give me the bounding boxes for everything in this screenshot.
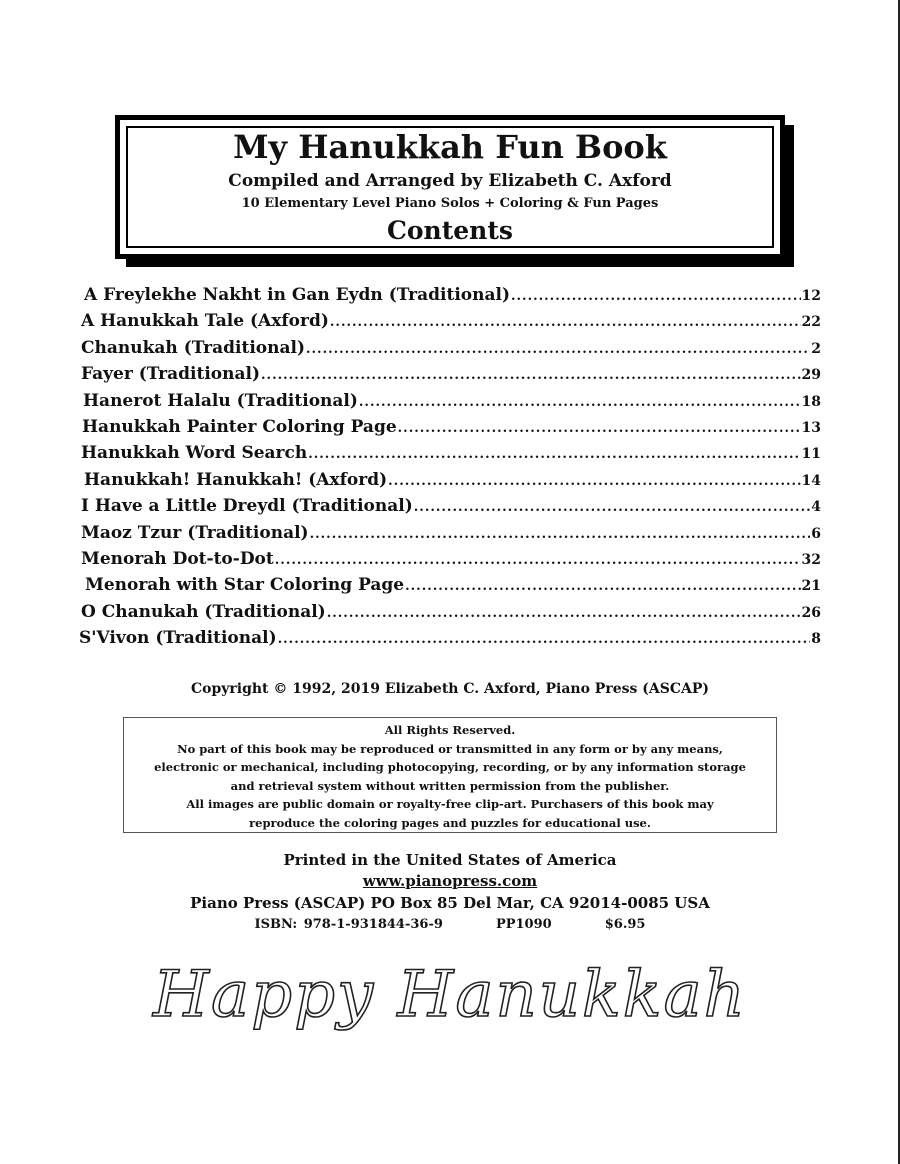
- toc-entry-title: Maoz Tzur (Traditional): [81, 523, 309, 543]
- toc-entry-page: 18: [801, 394, 821, 410]
- toc-entry-title: Menorah Dot-to-Dot: [81, 549, 274, 569]
- toc-entry-title: Fayer (Traditional): [81, 364, 261, 384]
- rights-line: and retrieval system without written permission from the publisher.: [230, 778, 670, 793]
- toc-dot-leader: [306, 342, 810, 357]
- toc-entry: [81, 443, 821, 467]
- toc-entry-title: Hanerot Halalu (Traditional): [83, 391, 358, 411]
- rights-line: All images are public domain or royalty-free clip-art. Purchasers of this book may: [186, 797, 714, 811]
- toc-entry-page: 22: [801, 314, 821, 330]
- toc-entry-page: 11: [801, 446, 821, 462]
- toc-entry: [81, 496, 821, 520]
- toc-entry: [81, 602, 821, 626]
- toc-entry: [81, 523, 821, 547]
- compiler-credit: Compiled and Arranged by Elizabeth C. Axford: [228, 171, 672, 191]
- toc-dot-leader: [398, 421, 801, 436]
- toc-entry-page: 29: [801, 367, 821, 383]
- rights-line: electronic or mechanical, including photocopying, recording, or by any information storage: [154, 760, 746, 774]
- toc-entry-title: I Have a Little Dreydl (Traditional): [81, 496, 413, 516]
- toc-entry: [84, 470, 821, 494]
- toc-entry: [82, 417, 821, 441]
- toc-dot-leader: [275, 553, 801, 568]
- toc-entry-page: 8: [811, 631, 821, 647]
- printed-in-line: Printed in the United States of America: [283, 851, 617, 869]
- toc-entry-title: Menorah with Star Coloring Page: [85, 575, 405, 595]
- toc-entry-title: A Freylekhe Nakht in Gan Eydn (Traditional): [84, 285, 510, 305]
- toc-entry: [83, 391, 821, 415]
- toc-entry: [81, 338, 821, 362]
- toc-entry-title: S'Vivon (Traditional): [79, 628, 277, 648]
- toc-entry-title: Hanukkah Painter Coloring Page: [82, 417, 397, 437]
- rights-line: reproduce the coloring pages and puzzles for educational use.: [249, 815, 651, 830]
- toc-dot-leader: [359, 395, 801, 410]
- toc-entry-title: Hanukkah Word Search: [81, 443, 308, 463]
- book-subtitle: 10 Elementary Level Piano Solos + Coloring & Fun Pages: [241, 196, 659, 211]
- toc-entry: [81, 311, 821, 335]
- rights-line: All Rights Reserved.: [384, 723, 516, 737]
- toc-dot-leader: [261, 368, 800, 383]
- toc-entry-page: 4: [811, 499, 821, 515]
- toc-entry-page: 32: [801, 552, 821, 568]
- toc-entry-page: 14: [801, 473, 821, 489]
- toc-entry-title: A Hanukkah Tale (Axford): [81, 311, 329, 331]
- toc-entry-page: 26: [801, 605, 821, 621]
- publisher-url-link[interactable]: www.pianopress.com: [362, 872, 538, 890]
- toc-entry: [85, 575, 821, 599]
- rights-notice-box: [123, 717, 777, 833]
- toc-dot-leader: [278, 632, 811, 647]
- toc-dot-leader: [330, 315, 801, 330]
- isbn: ISBN: 978-1-931844-36-9: [254, 917, 443, 932]
- price: $6.95: [604, 917, 646, 932]
- toc-entry-page: 13: [801, 420, 821, 436]
- toc-entry-title: Chanukah (Traditional): [81, 338, 305, 358]
- toc-entry: [81, 549, 821, 573]
- toc-entry-title: O Chanukah (Traditional): [81, 602, 326, 622]
- toc-dot-leader: [327, 606, 801, 621]
- toc-entry-title: Hanukkah! Hanukkah! (Axford): [84, 470, 388, 490]
- toc-dot-leader: [388, 474, 800, 489]
- copyright-line: Copyright © 1992, 2019 Elizabeth C. Axford, Piano Press (ASCAP): [190, 681, 709, 697]
- toc-dot-leader: [414, 500, 810, 515]
- product-code: PP1090: [495, 917, 552, 932]
- toc-entry-page: 2: [811, 341, 821, 357]
- book-title: My Hanukkah Fun Book: [233, 128, 667, 166]
- contents-heading: Contents: [386, 216, 513, 245]
- toc-entry-page: 6: [811, 526, 821, 542]
- toc-entry: [81, 364, 821, 388]
- toc-dot-leader: [511, 289, 801, 304]
- isbn-line: [0, 917, 900, 932]
- happy-hanukkah-decoration: Happy Hanukkah: [153, 958, 747, 1032]
- toc-entry-page: 21: [801, 578, 821, 594]
- toc-dot-leader: [405, 579, 800, 594]
- title-box: [115, 115, 785, 259]
- toc-entry-page: 12: [801, 288, 821, 304]
- toc-entry: [84, 285, 821, 309]
- title-box-inner-border: [126, 126, 774, 248]
- toc-entry: [79, 628, 821, 652]
- publisher-address: Piano Press (ASCAP) PO Box 85 Del Mar, CA 92014-0085 USA: [190, 894, 710, 912]
- toc-dot-leader: [308, 447, 800, 462]
- rights-line: No part of this book may be reproduced or transmitted in any form or by any means,: [177, 741, 723, 756]
- toc-dot-leader: [310, 527, 811, 542]
